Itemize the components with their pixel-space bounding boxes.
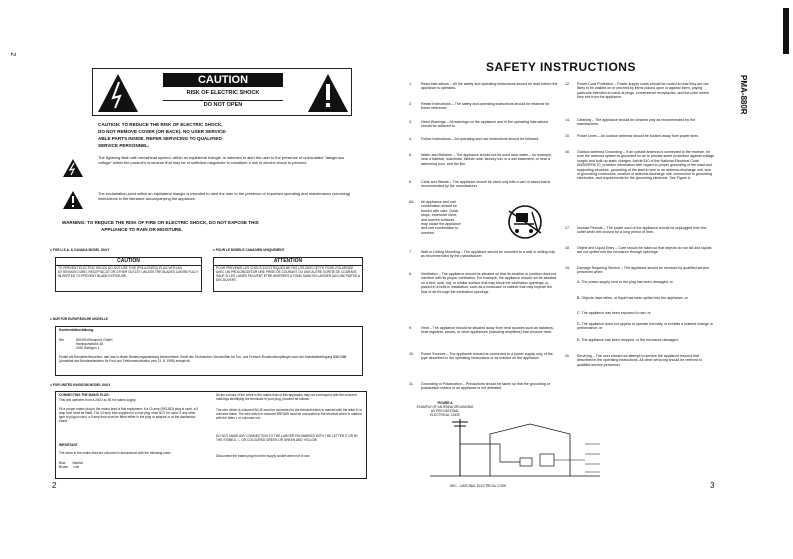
figure-a-subtitle-line1: EXAMPLE OF ANTENNA GROUNDING [416, 405, 474, 409]
small-lightning-triangle-icon [62, 158, 84, 178]
caution-box-line2: DO NOT OPEN [163, 100, 283, 110]
figure-a-subtitle-line3: ELECTRICAL CODE [430, 413, 460, 417]
canada-fr-header: ● POUR LE MODELE CANADIEN UNIQUEMENT [213, 248, 285, 252]
uk-right-text-4: Disconnect the mains plug from the supply socket when not in use. [216, 454, 311, 458]
safety-item-text: Object and Liquid Entry – Care should be taken so that objects do not fall and liquids are not spilled into the enclosure through openings. [577, 246, 712, 255]
europe-declaration-box [55, 326, 363, 376]
safety-item-number: 3. [409, 120, 412, 124]
canada-fr-box-text: POUR PREVENIR LES CHOCS ELECTRIQUES NE PAS UTILISER CETTE FICHE POLARISEE AVEC UN PROLONGATEUR UNE PRISE DE COURANT OU UNE AUTRE SORTIE DE COURANT, SAUF SI LES LAMES PEUVENT ETRE INSEREES A FOND SANS EN LAISSER AUCUNE PARTIE A DECOUVERT. [216, 266, 361, 282]
safety-item-text: Servicing – The user should not attempt to service the appliance beyond that described in the operating instructions. All other servicing should be referred to qualified service personnel. [577, 354, 702, 367]
uk-right-text-3: DO NOT MAKE ANY CONNECTION TO THE LARGER PIN MARKED WITH THE LETTER E OR BY THE SYMBOL ⏚ OR COLOURED GREEN OR GREEN AND YELLOW. [216, 434, 358, 442]
caution-text-line3: ABLE PARTS INSIDE. REFER SERVICING TO QUALIFIED [98, 136, 222, 141]
safety-item-number: 18. [565, 246, 570, 250]
safety-item-number: 8. [409, 272, 412, 276]
exclamation-explanation: The exclamation point within an equilateral triangle is intended to alert the user to the presence of important operating and maintenance (servicing) instructions in the literature accompanying the appliance. [98, 191, 351, 201]
safety-item-number: 9. [409, 326, 412, 330]
safety-item-text: Grounding or Polarization – Precautions should be taken so that the grounding or polarization means of an appliance is not defeated. [421, 382, 551, 391]
caution-text [98, 121, 338, 149]
safety-item-text: Power Lines – An outdoor antenna should be located away from power lines. [577, 134, 700, 138]
safety-item-text: Ventilation – The appliance should be situated so that its location or position does not interfere with its proper ventilation. For example, the appliance should not be situated on a bed, sofa, rug, or similar surface that may block the ventilation openings; or, placed in a built-in installation, such as a bookcase or cabinet that may impede the flow of air through the ventilation openings. [421, 272, 557, 294]
antenna-grounding-diagram [420, 414, 615, 484]
europe-title: Konformitätserklärung [59, 328, 94, 332]
lightning-triangle-icon [96, 72, 140, 114]
safety-item-number: 20. [565, 354, 570, 358]
caution-box [92, 68, 352, 116]
safety-item-text: Follow Instructions – All operating and use instructions should be followed. [421, 137, 540, 141]
safety-item-number: 6. [409, 180, 412, 184]
safety-item-number: 16. [565, 150, 570, 154]
safety-item-number: 1. [409, 82, 412, 86]
figure-a-subtitle-line2: AS PER NATIONAL [430, 409, 460, 413]
caution-text-line4: SERVICE PERSONNEL. [98, 143, 150, 148]
europe-company-label: Wir [59, 338, 64, 342]
safety-item-number: 12. [565, 82, 570, 86]
safety-item-text: C. The appliance has been exposed to rain; or [577, 311, 651, 315]
europe-header: ● NUR FÜR EUROPÄISCHE MODELLE [50, 317, 108, 321]
canada-fr-attention-box [213, 257, 363, 292]
safety-item-number: 6A. [409, 200, 415, 204]
uk-wire-code-brown: Brown Live [59, 465, 80, 469]
safety-item-number: 10. [409, 352, 414, 356]
uk-mains-box [55, 391, 367, 479]
uk-header: ● FOR UNITED KINGDOM MODEL ONLY [50, 383, 111, 387]
safety-item-number: 17. [565, 226, 570, 230]
caution-text-line2: DO NOT REMOVE COVER (OR BACK). NO USER SERVICE- [98, 129, 227, 134]
uk-connecting-title: CONNECTING THE MAINS PLUG: [59, 393, 110, 397]
safety-item-number: 4. [409, 137, 412, 141]
safety-item-number: 11. [409, 382, 414, 386]
rotated-page-marker: 2 [9, 52, 17, 57]
uk-connecting-text: Fit a proper mains plug to the mains lead of this equipment. If a 13 amp (BS1363) plug is used, a 5 amp fuse must be fitted. The 13 amp fuse supplied in a new plug must NOT be used. If any other type of plug is used, a 5 amp fuse must be fitted either in the plug or adaptor or at the distribution board. [59, 407, 199, 423]
side-black-bar [783, 8, 789, 54]
safety-item-text: Heed Warnings – All warnings on the appliance and in the operating instructions should be adhered to. [421, 120, 549, 129]
safety-item-text: Power Sources – The appliance should be connected to a power supply only of the type described in the operating instructions or as marked on the appliance. [421, 352, 553, 361]
safety-item-number: 5. [409, 153, 412, 157]
safety-item-text: Power-Cord Protection – Power-supply cords should be routed so that they are not likely to be walked on or pinched by items placed upon or against them, paying particular attention to cords at plugs, convenience receptacles, and the point where they exit from the appliance. [577, 82, 710, 100]
safety-item-text: D. The appliance does not appear to operate normally or exhibits a marked change in performance; or [577, 322, 713, 331]
warning-line2: APPLIANCE TO RAIN OR MOISTURE. [101, 227, 183, 232]
safety-item-number: 15. [565, 134, 570, 138]
safety-item-text: A. The power-supply cord or the plug has been damaged; or [577, 280, 673, 284]
uk-connecting-sub: This unit operates from a 240V ac 50 Hz mains supply. [59, 398, 137, 402]
exclamation-triangle-icon [306, 72, 350, 114]
caution-box-line1: RISK OF ELECTRIC SHOCK [186, 90, 260, 96]
safety-item-text: Cleaning – The appliance should be cleaned only as recommended by the manufacturer. [577, 118, 696, 127]
europe-company-line3: 4030 Ratingen 1 [76, 346, 100, 350]
canada-fr-box-title: ATTENTION [214, 258, 362, 266]
uk-right-text-2: The wire which is coloured BLUE must be connected to the terminal which is marked with the letter N or coloured black. The wire which is coloured BROWN must be connected to the terminal which is marked with the letter L or coloured red. [216, 408, 363, 420]
safety-item-text: An appliance and cart combination should be moved with care. Quick stops, excessive force, and uneven surfaces may cause the appliance and cart combination to overturn. [421, 200, 461, 235]
uk-important-text: The wires in the mains lead are coloured in accordance with the following code: [59, 451, 171, 455]
usa-canada-box-text: TO PREVENT ELECTRIC SHOCK DO NOT USE THIS (POLA-RIZED) PLUG WITH AN EXTENSION CORD, RECEPTACLE OR OTHER OUTLET UNLESS THE BLADES CAN BE FULLY IN-SERTED TO PREVENT BLADE EXPOSURE. [58, 266, 199, 278]
warning-line1: WARNING: TO REDUCE THE RISK OF FIRE OR ELECTRIC SHOCK, DO NOT EXPOSE THIS [62, 220, 259, 225]
left-page-number: 2 [52, 481, 57, 490]
safety-item-text: Carts and Stands – The appliance should be used only with a cart or stand that is recommended by the manufacturer. [421, 180, 551, 189]
europe-company-line1: DENON Electronic GmbH [76, 338, 113, 342]
safety-item-number: 7. [409, 250, 412, 254]
caution-text-line1: CAUTION: TO REDUCE THE RISK OF ELECTRIC SHOCK, [98, 122, 223, 127]
safety-item-text: Read Instructions – All the safety and operating instructions should be read before the appliance is operated. [421, 82, 558, 91]
usa-canada-box-title: CAUTION [56, 258, 201, 266]
safety-item-text: B. Objects have fallen, or liquid has been spilled into the appliance; or [577, 296, 688, 300]
small-exclamation-triangle-icon [62, 190, 84, 210]
safety-item-text: Wall or Ceiling Mounting – The appliance should be mounted to a wall or ceiling only as recommended by the manufacturer. [421, 250, 556, 259]
safety-item-text: Outdoor Antenna Grounding – If an outside antenna is connected to the receiver, be sure the antenna system is grounded so as to provide some protection against voltage surges and built-up static charges. Article 810 of the National Electrical Code, ANSI/NFPA 70, provides information with regard to proper grounding of the mast and supporting structure, grounding of the lead-in wire to an antenna-discharge unit, size of grounding conductors, location of antenna-discharge unit, connection to grounding electrodes, and requirements for the grounding electrode. See Figure A. [577, 150, 715, 181]
safety-item-number: 19. [565, 266, 570, 270]
warning-text [62, 219, 362, 233]
usa-canada-header: ● FOR U.S.A. & CANADA MODEL ONLY [50, 248, 110, 252]
safety-item-number: 2. [409, 102, 412, 106]
usa-canada-caution-box [55, 257, 202, 292]
safety-title: SAFETY INSTRUCTIONS [486, 60, 636, 74]
cart-warning-icon [502, 204, 548, 240]
figure-a [410, 400, 620, 490]
figure-a-title: FIGURE A [437, 401, 453, 405]
safety-item-text: Damage Requiring Service – The appliance should be serviced by qualified service personnel when: [577, 266, 709, 275]
safety-item-number: 14. [565, 118, 570, 122]
safety-item-text: Retain Instructions – The safety and operating instructions should be retained for future reference. [421, 102, 550, 111]
uk-wire-code-blue: Blue Neutral [59, 461, 83, 465]
safety-item-text: Heat – The appliance should be situated away from heat sources such as radiators, heat registers, stoves, or other appliances (including amplifiers) that produce heat. [421, 326, 554, 335]
lightning-explanation: The lightning flash with arrowhead symbol, within an equilateral triangle, is intended to alert the user to the presence of uninsulated "dangerous voltage" within the product's enclosure that may be of sufficient magnitude to constitute a risk of electric shock to persons. [98, 155, 344, 165]
safety-item-text: Water and Moisture – The appliance should not be used near water – for example, near a bathtub, washbowl, kitchen sink, laundry tub, in a wet basement, or near a swimming pool, and the like. [421, 153, 552, 166]
uk-right-text-1: As the colours of the wires in the mains lead of this apparatus may not correspond with the coloured markings identifying the terminals in your plug, proceed as follows: [216, 393, 357, 401]
caution-box-title: CAUTION [163, 73, 283, 87]
europe-text: Erklärt als Hersteller/Importeur, daß das in dieser Bedienungsanleitung beschriebene Gerät den Technischen Vorschriften für Ton- und Fernseh-Rundfunkempfänger nach der Amtsblattverfügung 808/1988 (Amtsblatt des Bundesministers für Post und Telekommunikation vom 21. 8. 1985) entspricht. [59, 355, 347, 363]
right-page-number: 3 [710, 481, 715, 490]
uk-important-title: IMPORTANT [59, 443, 78, 447]
figure-a-footer: NEC – NATIONAL ELECTRICAL CODE [450, 484, 507, 488]
europe-company-line2: Hainbachstraße 38 [76, 342, 103, 346]
side-model-label: PMA-880R [739, 75, 748, 115]
safety-item-text: Nonuse Periods – The power cord of the appliance should be unplugged from the outlet when left unused for a long period of time. [577, 226, 707, 235]
safety-item-text: E. The appliance has been dropped, or the enclosure damaged. [577, 338, 679, 342]
